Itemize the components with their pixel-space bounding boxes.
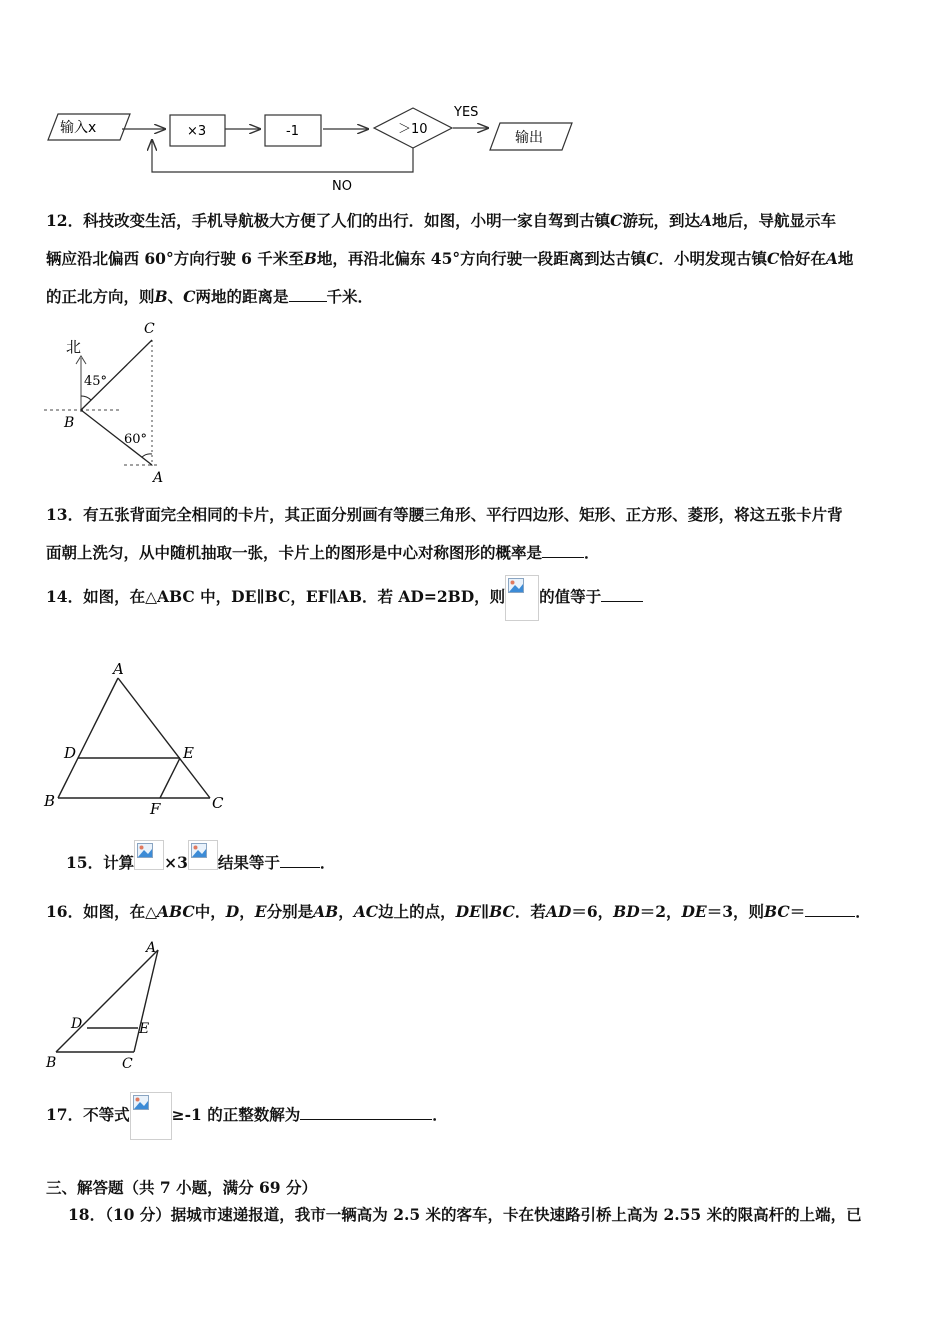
point-e-label: E [183, 744, 194, 762]
point-e-label: E [139, 1021, 150, 1037]
answer-blank[interactable] [300, 1101, 432, 1120]
question-14 [46, 572, 906, 622]
q12-direction-figure [40, 318, 180, 488]
point-c-label: C [122, 1056, 133, 1072]
point-b-label: B [44, 792, 56, 810]
q13-line2: 面朝上洗匀，从中随机抽取一张，卡片上的图形是中心对称图形的概率是 ． [46, 534, 906, 572]
question-15 [66, 838, 926, 888]
no-label: NO [332, 179, 352, 194]
input-label: 输入x [60, 120, 97, 136]
subtract-label: -1 [286, 124, 299, 139]
point-b-label: B [46, 1055, 57, 1071]
answer-blank[interactable] [542, 539, 584, 558]
output-label: 输出 [515, 130, 543, 146]
formula-image-placeholder [505, 575, 539, 621]
formula-image-placeholder [134, 840, 164, 870]
q15-line: 15．计算 ×3 结果等于 ． [66, 838, 926, 888]
point-a-label: A [146, 940, 157, 956]
q12-line2: 辆应沿北偏西 60°方向行驶 6 千米至B地，再沿北偏东 45°方向行驶一段距离到达古镇C．小明发现古镇C恰好在A地 [46, 249, 854, 268]
decision-label: ＞10 [398, 122, 428, 137]
question-18 [68, 1196, 908, 1234]
angle-45-label: 45° [84, 374, 108, 389]
answer-blank[interactable] [601, 583, 643, 602]
point-f-label: F [150, 800, 161, 818]
question-16 [46, 893, 906, 931]
formula-image-placeholder [130, 1092, 172, 1140]
point-c-label: C [212, 794, 224, 812]
angle-60-label: 60° [124, 432, 148, 447]
flowchart-figure [40, 98, 585, 198]
question-13 [46, 496, 906, 572]
point-c-label: C [144, 321, 155, 337]
answer-blank[interactable] [289, 283, 327, 302]
answer-blank[interactable] [805, 898, 855, 917]
q16-line: 16．如图，在△ABC中，D，E分别是AB，AC边上的点，DE∥BC．若AD＝6，BD＝2，DE＝3，则BC＝ ． [46, 893, 906, 931]
q12-line3: 的正北方向，则B、C两地的距离是 千米． [46, 278, 906, 316]
formula-image-placeholder [188, 840, 218, 870]
q13-line1: 13．有五张背面完全相同的卡片，其正面分别画有等腰三角形、平行四边形、矩形、正方形、菱形，将这五张卡片背 [46, 505, 843, 524]
q14-triangle-figure [40, 662, 240, 822]
yes-label: YES [454, 105, 479, 120]
answer-blank[interactable] [280, 849, 320, 868]
multiply-label: ×3 [187, 124, 207, 139]
q18-line: 18．（10 分）据城市速递报道，我市一辆高为 2.5 米的客车，卡在快速路引桥上高为 2.55 米的限高杆的上端，已 [68, 1205, 862, 1224]
question-12 [46, 202, 906, 316]
point-b-label: B [64, 415, 75, 431]
q16-triangle-figure [40, 936, 180, 1076]
section-title: 三、解答题（共 7 小题，满分 69 分） [46, 1178, 317, 1197]
point-d-label: D [71, 1016, 83, 1032]
q17-line: 17．不等式 ≥-1 的正整数解为 ． [46, 1090, 906, 1140]
q12-line1: 12．科技改变生活，手机导航极大方便了人们的出行．如图，小明一家自驾到古镇C游玩，到达A地后，导航显示车 [46, 211, 836, 230]
q14-line: 14．如图，在△ABC 中，DE∥BC，EF∥AB．若 AD=2BD，则 的值等于 [46, 572, 906, 622]
question-17 [46, 1090, 906, 1140]
point-d-label: D [64, 744, 77, 762]
north-label: 北 [66, 338, 82, 356]
point-a-label: A [153, 470, 164, 486]
point-a-label: A [113, 662, 124, 678]
